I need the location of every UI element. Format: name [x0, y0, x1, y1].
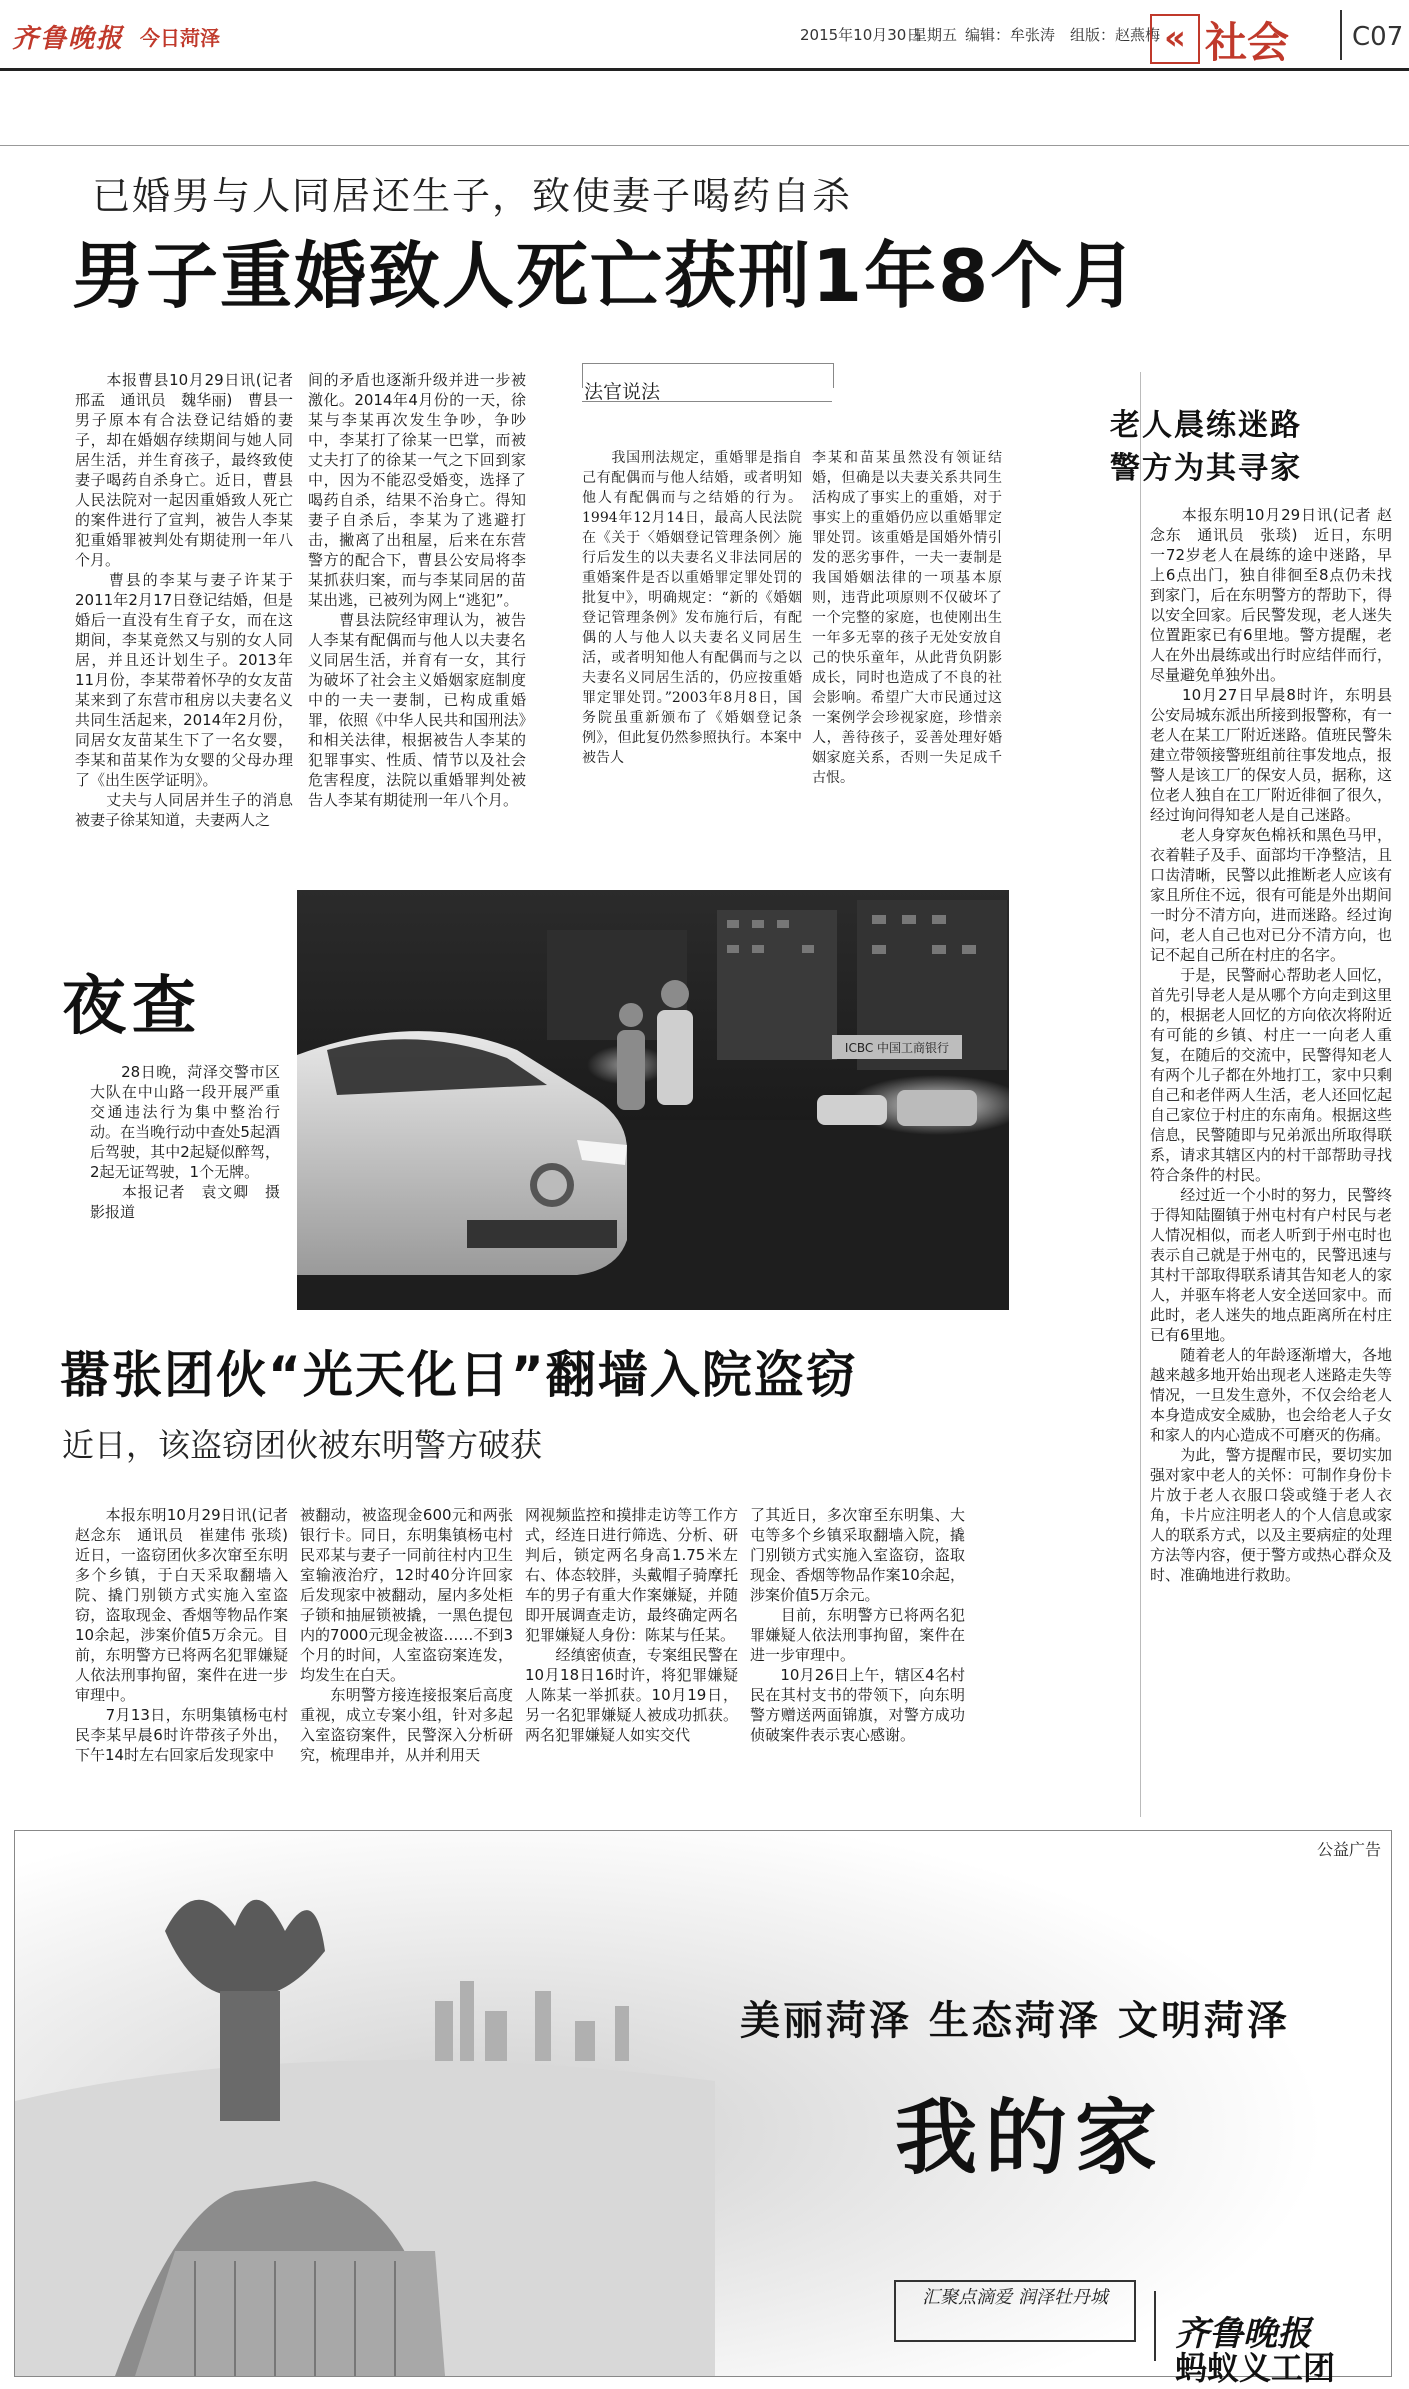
public-service-ad — [14, 1830, 1392, 2387]
story1-kicker: 已婚男与人同居还生子，致使妻子喝药自杀 — [92, 174, 853, 218]
layout-credit: 组版：赵燕梅 — [1070, 26, 1161, 44]
ad-cityscape-illustration — [15, 1831, 1391, 2376]
night-check-photo-illustration — [297, 890, 1009, 1310]
night-check-title: 夜查 — [62, 970, 202, 1044]
issue-weekday: 星期五 — [912, 26, 958, 44]
header-subrule — [0, 145, 1409, 146]
story2-column-1: 本报东明10月29日讯(记者 赵念东 通讯员 崔建伟 张琰) 近日，一盗窃团伙多次窜至东明多个乡镇，于白天采取翻墙入院、撬门别锁方式实施入室盗窃，盗取现金、香烟等物品作案10余起，涉案价值5万余元。目前，东明警方已将两名犯罪嫌疑人依法刑事拘留，案件在进一步审理中。 7月13日，东明集镇杨屯村民李某早晨6时许带孩子外出，下午14时左右回家后发现家中 — [75, 1506, 288, 1764]
story1-column-1: 本报曹县10月29日讯(记者 邢孟 通讯员 魏华丽) 曹县一男子原本有合法登记结婚的妻子，却在婚姻存续期间与她人同居生活，并生育孩子，最终致使妻子喝药自杀身亡。近日，曹县人民法院对一起因重婚致人死亡的案件进行了宣判，被告人李某犯重婚罪被判处有期徒刑一年八个月。 曹县的李某与妻子许某于2011年2月17日登记结婚，但是婚后一直没有生育子女，而在这期间，李某竟然又与别的女人同居，并且还计划生子。2013年11月份，李某带着怀孕的女友苗某来到了东营市租房以夫妻名义共同生活起来，2014年2月份，同居女友苗某生下了一名女婴，李某和苗某作为女婴的父母办理了《出生医学证明》。 丈夫与人同居并生子的消息被妻子徐某知道，夫妻两人之 — [75, 371, 293, 829]
issue-date: 2015年10月30日 — [800, 26, 922, 44]
night-check-photo — [297, 890, 1009, 1310]
header-rule — [0, 68, 1409, 71]
masthead-brand: 齐鲁晚报 — [12, 24, 125, 54]
section-name: 社会 — [1205, 18, 1290, 67]
sidebar-title-line1: 老人晨练迷路 — [1110, 408, 1302, 443]
law-column-2: 李某和苗某虽然没有领证结婚，但确是以夫妻关系共同生活构成了事实上的重婚，对于事实上的重婚仍应以重婚罪定罪处罚。该重婚是国婚外情引发的恶劣事件，一夫一妻制是我国婚姻法律的一项基本原则，违背此项原则不仅破坏了一个完整的家庭，也使刚出生一年多无辜的孩子无处安放自己的快乐童年，从此背负阴影成长，同时也造成了不良的社会影响。希望广大市民通过这一案例学会珍视家庭，珍惜亲人，善待孩子，妥善处理好婚姻家庭关系，否则一失足成千古恨。 — [812, 450, 1002, 786]
story1-headline: 男子重婚致人死亡获刑1年8个月 — [72, 234, 1139, 318]
judge-commentary-label: 法官说法 — [584, 381, 661, 403]
ad-volunteer-group: 蚂蚁义工团 — [1175, 2349, 1336, 2387]
header-divider — [1340, 10, 1342, 60]
story2-headline: 嚣张团伙“光天化日”翻墙入院盗窃 — [60, 1346, 858, 1404]
sidebar-title-line2: 警方为其寻家 — [1110, 451, 1302, 486]
story2-column-2: 被翻动，被盗现金600元和两张银行卡。同日，东明集镇杨屯村民邓某与妻子一同前往村内卫生室输液治疗，12时40分许回家后发现家中被翻动，屋内多处柜子锁和抽屉锁被撬，一黑色提包内的7000元现金被盗……不到3个月的时间，人室盗窃案连发，均发生在白天。 东明警方接连接报案后高度重视，成立专案小组，针对多起入室盗窃案件，民警深入分析研究，梳理串并，从并利用天 — [300, 1506, 513, 1764]
storefront-sign: ICBC 中国工商银行 — [844, 1041, 950, 1055]
page-number: C07 — [1352, 22, 1404, 52]
ad-slogan: 美丽菏泽 生态菏泽 文明菏泽 — [740, 1998, 1290, 2044]
page-header — [0, 0, 1409, 78]
ad-seal-text: 汇聚点滴爱 润泽牡丹城 — [922, 2287, 1108, 2308]
story2-column-3: 网视频监控和摸排走访等工作方式，经连日进行筛选、分析、研判后，锁定两名身高1.75米左右、体态较胖，头戴帽子骑摩托车的男子有重大作案嫌疑，并随即开展调查走访，最终确定两名犯罪嫌疑人身份：陈某与任某。 经缜密侦查，专案组民警在10月18日16时许，将犯罪嫌疑人陈某一举抓获。10月19日，另一名犯罪嫌疑人被成功抓获。两名犯罪嫌疑人如实交代 — [525, 1506, 738, 1744]
night-check-caption: 28日晚，菏泽交警市区大队在中山路一段开展严重交通违法行为集中整治行动。在当晚行动中查处5起酒后驾驶，其中2起疑似醉驾，2起无证驾驶，1个无牌。 本报记者 袁文卿 摄影报道 — [90, 1063, 280, 1221]
story1-column-2: 间的矛盾也逐渐升级并进一步被激化。2014年4月份的一天，徐某与李某再次发生争吵，争吵中，李某打了徐某一巴掌，而被丈夫打了的徐某一气之下回到家中，因为不能忍受婚变，选择了喝药自杀，结果不治身亡。得知妻子自杀后，李某为了逃避打击，撇离了出租屋，后来在东营警方的配合下，曹县公安局将李某抓获归案，而与李某同居的苗某出逃，已被列为网上“逃犯”。 曹县法院经审理认为，被告人李某有配偶而与他人以夫妻名义同居生活，并育有一女，其行为破坏了社会主义婚姻家庭制度中的一夫一妻制，已构成重婚罪，依照《中华人民共和国刑法》和相关法律，根据被告人李某的犯罪事实、性质、情节以及社会危害程度，法院以重婚罪判处被告人李某有期徒刑一年八个月。 — [308, 371, 526, 809]
judge-commentary-label-box — [582, 363, 832, 402]
sidebar-body: 本报东明10月29日讯(记者 赵念东 通讯员 张琰) 近日，东明一72岁老人在晨练的途中迷路，早上6点出门，独自徘徊至8点仍未找到家门，后在东明警方的帮助下，得以安全回家。后民警发现，老人迷失位置距家已有6里地。警方提醒，老人在外出晨练或出行时应结伴而行，尽量避免单独外出。 10月27日早晨8时许，东明县公安局城东派出所接到报警称，有一老人在某工厂附近迷路。值班民警朱建立带领接警班组前往事发地点，报警人是该工厂的保安人员，据称，这位老人独自在工厂附近徘徊了很久，经过询问得知老人是自己迷路。 老人身穿灰色棉袄和黑色马甲，衣着鞋子及手、面部均干净整洁，且口齿清晰，民警以此推断老人应该有家且所住不远，很有可能是外出期间一时分不清方向，进而迷路。经过询问，老人自己也对已分不清方向，也记不起自己所在村庄的名字。 于是，民警耐心帮助老人回忆，首先引导老人是从哪个方向走到这里的，根据老人回忆的方向依次将附近有可能的乡镇、村庄一一向老人重复，在随后的交流中，民警得知老人有两个儿子都在外地打工，家中只剩自己和老伴两人生活，老人还回忆起自己家位于村庄的东南角。根据这些信息，民警随即与兄弟派出所取得联系，请求其辖区内的村干部帮助寻找符合条件的村民。 经过近一个小时的努力，民警终于得知陆圈镇于州屯村有户村民与老人情况相似，而老人听到于州屯时也表示自己就是于州屯的，民警迅速与其村干部取得联系请其告知老人的家人，并驱车将老人安全送回家中。而此时，老人迷失的地点距离所在村庄已有6里地。 随着老人的年龄逐渐增大，各地越来越多地开始出现老人迷路走失等情况，一旦发生意外，不仅会给老人本身造成安全威胁，也会给老人子女和家人的内心造成不可磨灭的伤痛。 为此，警方提醒市民，要切实加强对家中老人的关怀：可制作身份卡片放于老人衣服口袋或缝于老人衣角，卡片应注明老人的个人信息或家人的联系方式，以及主要病症的处理方法等内容，便于警方或热心群众及时、准确地进行救助。 — [1150, 506, 1392, 1584]
ad-tag: 公益广告 — [1316, 1840, 1381, 1859]
edition-label: 今日菏泽 — [140, 26, 220, 50]
story2-column-4: 了其近日，多次窜至东明集、大屯等多个乡镇采取翻墙入院，撬门别锁方式实施入室盗窃，盗取现金、香烟等物品作案10余起，涉案价值5万余元。 目前，东明警方已将两名犯罪嫌疑人依法刑事拘留，案件在进一步审理中。 10月26日上午，辖区4名村民在其村支书的带领下，向东明警方赠送两面锦旗，对警方成功侦破案件表示衷心感谢。 — [750, 1506, 965, 1744]
sidebar-divider — [1140, 372, 1141, 1817]
editor-credit: 编辑：牟张涛 — [965, 26, 1056, 44]
story2-subheadline: 近日，该盗窃团伙被东明警方破获 — [62, 1426, 543, 1464]
law-column-1: 我国刑法规定，重婚罪是指自己有配偶而与他人结婚，或者明知他人有配偶而与之结婚的行为。1994年12月14日，最高人民法院在《关于〈婚姻登记管理条例〉施行后发生的以夫妻名义非法同居的重婚案件是否以重婚罪定罪处罚的批复中》，明确规定：“新的《婚姻登记管理条例》发布施行后，有配偶的人与他人以夫妻名义同居生活，或者明知他人有配偶而与之以夫妻名义同居生活的，仍应按重婚罪定罪处罚。”2003年8月8日，国务院虽重新颁布了《婚姻登记条例》，但此复仍然参照执行。本案中被告人 — [582, 450, 802, 766]
section-chevron-icon: « — [1150, 14, 1200, 64]
ad-main-calligraphy: 我的家 — [895, 2090, 1166, 2186]
ad-brand-logo: 齐鲁晚报 — [1175, 2314, 1311, 2354]
